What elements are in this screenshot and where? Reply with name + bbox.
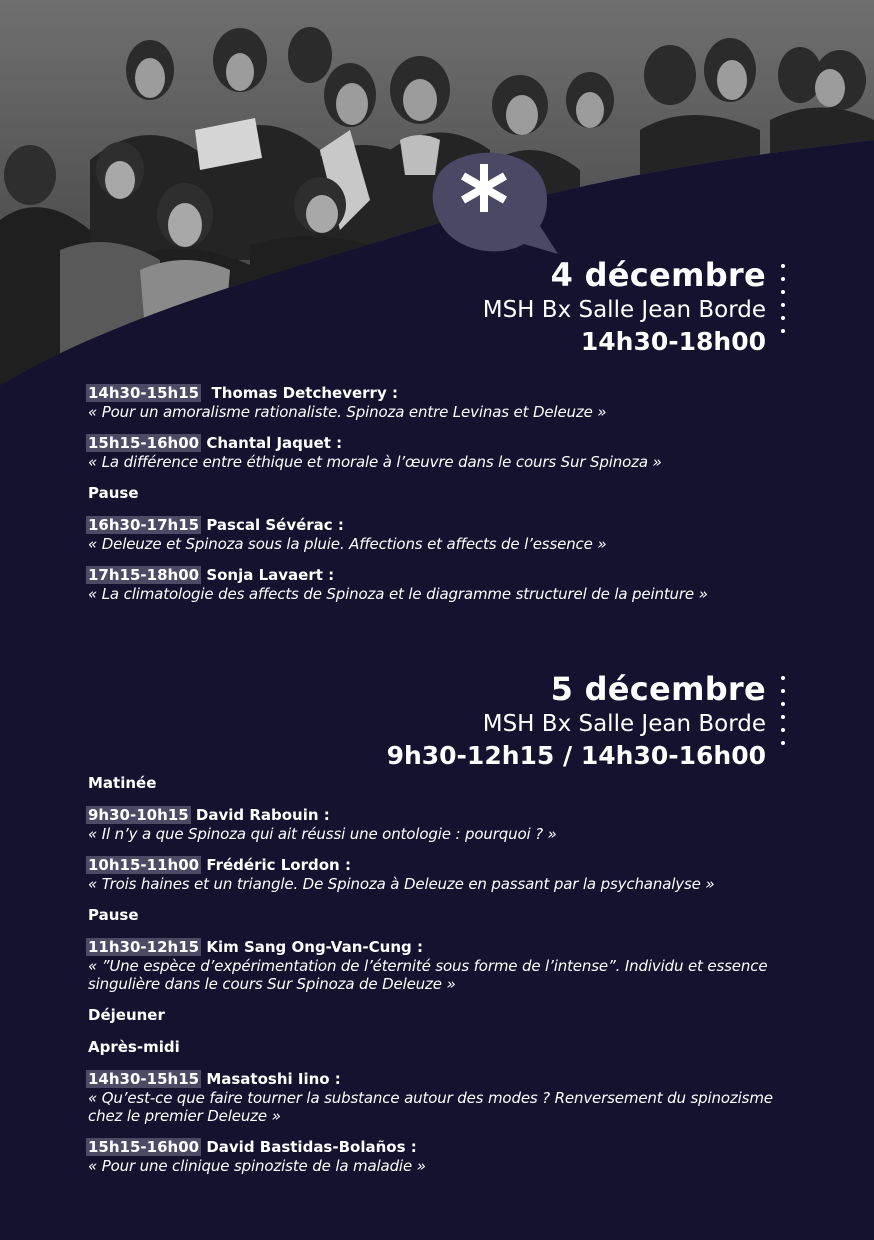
program-entry xyxy=(88,566,798,603)
program-entry xyxy=(88,856,798,893)
speaker-name: David Rabouin : xyxy=(195,806,330,824)
talk-title: « Deleuze et Spinoza sous la pluie. Affections et affects de l’essence » xyxy=(88,535,607,553)
session-time: 15h15-16h00 xyxy=(88,434,200,452)
day-1-hours: 14h30-18h00 xyxy=(580,327,766,356)
speaker-name: Pascal Sévérac : xyxy=(206,516,344,534)
speaker-name: Kim Sang Ong-Van-Cung : xyxy=(206,938,423,956)
session-time: 9h30-10h15 xyxy=(88,806,189,824)
program-entry xyxy=(88,516,798,553)
program-break-label: Pause xyxy=(88,906,139,924)
session-time: 11h30-12h15 xyxy=(88,938,200,956)
speaker-name: Sonja Lavaert : xyxy=(206,566,335,584)
program-break-label: Déjeuner xyxy=(88,1006,165,1024)
session-time: 16h30-17h15 xyxy=(88,516,200,534)
program-entry xyxy=(88,806,798,843)
day-1-date: 4 décembre xyxy=(550,256,766,294)
talk-title: « ”Une espèce d’expérimentation de l’éternité sous forme de l’intense”. Individu et essence singulière dans le cours Sur Spinoza de Deleuze » xyxy=(88,957,768,993)
program-entry xyxy=(88,434,798,471)
talk-title: « Pour un amoralisme rationaliste. Spinoza entre Levinas et Deleuze » xyxy=(88,403,607,421)
program-section-label: Matinée xyxy=(88,774,157,792)
talk-title: « Trois haines et un triangle. De Spinoza à Deleuze en passant par la psychanalyse » xyxy=(88,875,715,893)
speaker-name: Masatoshi Iino : xyxy=(206,1070,341,1088)
day-2-dotted-rule xyxy=(780,676,786,754)
speaker-name: Thomas Detcheverry : xyxy=(211,384,398,402)
session-time: 17h15-18h00 xyxy=(88,566,200,584)
program-entry xyxy=(88,1070,798,1125)
day-1-place: MSH Bx Salle Jean Borde xyxy=(482,297,766,323)
day-2-header xyxy=(387,670,766,772)
day-2-hours: 9h30-12h15 / 14h30-16h00 xyxy=(386,741,766,770)
session-time: 10h15-11h00 xyxy=(88,856,200,874)
day-1-header xyxy=(483,256,766,358)
speaker-name: Chantal Jaquet : xyxy=(206,434,343,452)
talk-title: « Il n’y a que Spinoza qui ait réussi une ontologie : pourquoi ? » xyxy=(88,825,557,843)
program-entry xyxy=(88,384,798,421)
program-entry xyxy=(88,1138,798,1175)
speaker-name: Frédéric Lordon : xyxy=(206,856,351,874)
program-break-label: Pause xyxy=(88,484,139,502)
day-2-program xyxy=(88,774,798,1188)
program-section-label: Après-midi xyxy=(88,1038,180,1056)
asterisk-marker xyxy=(428,140,564,260)
day-2-place: MSH Bx Salle Jean Borde xyxy=(482,711,766,737)
day-2-date: 5 décembre xyxy=(550,670,766,708)
talk-title: « La climatologie des affects de Spinoza et le diagramme structurel de la peinture » xyxy=(88,585,708,603)
day-1-dotted-rule xyxy=(780,264,786,342)
session-time: 15h15-16h00 xyxy=(88,1138,200,1156)
talk-title: « Qu’est-ce que faire tourner la substance autour des modes ? Renversement du spinozisme chez le premier Deleuze » xyxy=(88,1089,773,1125)
session-time: 14h30-15h15 xyxy=(88,384,200,402)
talk-title: « Pour une clinique spinoziste de la maladie » xyxy=(88,1157,426,1175)
talk-title: « La différence entre éthique et morale à l’œuvre dans le cours Sur Spinoza » xyxy=(88,453,662,471)
speaker-name: David Bastidas-Bolaños : xyxy=(206,1138,417,1156)
program-entry xyxy=(88,938,798,993)
day-1-program xyxy=(88,384,798,616)
session-time: 14h30-15h15 xyxy=(88,1070,200,1088)
